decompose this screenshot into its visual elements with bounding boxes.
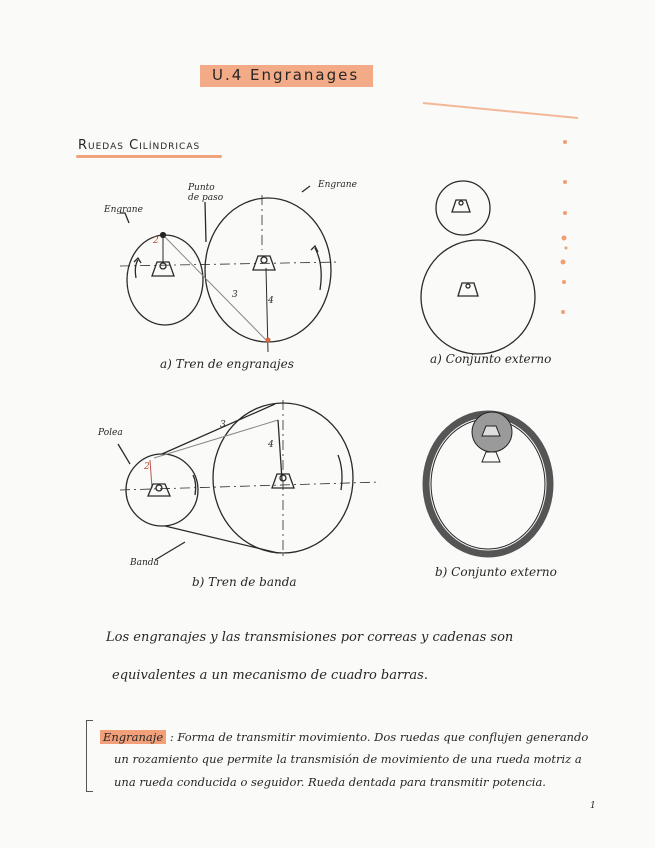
definition-line-2: un rozamiento que permite la transmisión de movimiento de una rueda motriz a	[114, 752, 582, 766]
link-number-3: 3	[232, 290, 238, 300]
section-heading: Ruedas Cilíndricas	[78, 138, 201, 153]
label-engrane-right: Engrane	[318, 180, 357, 190]
paragraph-line-2: equivalentes a un mecanismo de cuadro barras.	[112, 668, 428, 683]
label-engrane-left: Engrane	[104, 205, 143, 215]
faint-line	[423, 103, 578, 118]
external-gear-set-b	[426, 412, 550, 554]
belt-train-diagram	[118, 400, 380, 560]
caption-tren-de-banda: b) Tren de banda	[192, 575, 297, 589]
definition-line-3: una rueda conducida o seguidor. Rueda dentada para transmitir potencia.	[114, 775, 546, 789]
caption-conjunto-externo-b: b) Conjunto externo	[435, 565, 557, 579]
link-number-2: 2	[153, 236, 159, 246]
label-polea: Polea	[98, 428, 123, 438]
definition-bracket	[86, 720, 93, 792]
belt-link-number-2: 2	[144, 462, 150, 472]
link-number-4: 4	[268, 296, 274, 306]
belt-link-number-3: 3	[220, 420, 226, 430]
definition-line-1	[100, 730, 588, 744]
caption-tren-de-engranajes: a) Tren de engranajes	[160, 357, 294, 371]
page-title: U.4 Engranages	[212, 66, 360, 84]
margin-dots	[561, 140, 568, 314]
external-gear-set-a	[421, 181, 535, 354]
section-underline	[76, 155, 222, 158]
caption-conjunto-externo-a: a) Conjunto externo	[430, 352, 552, 366]
small-gear	[127, 235, 203, 325]
gear-train-diagram	[120, 186, 340, 352]
definition-term: Engranaje	[100, 730, 166, 744]
page-number: 1	[590, 801, 596, 811]
label-banda: Banda	[130, 558, 159, 568]
paragraph-line-1: Los engranajes y las transmisiones por correas y cadenas son	[106, 630, 514, 645]
belt-link-number-4: 4	[268, 440, 274, 450]
definition-text-1: : Forma de transmitir movimiento. Dos ruedas que conflujen generando	[169, 730, 589, 744]
label-punto-de-paso: Punto de paso	[188, 183, 224, 203]
